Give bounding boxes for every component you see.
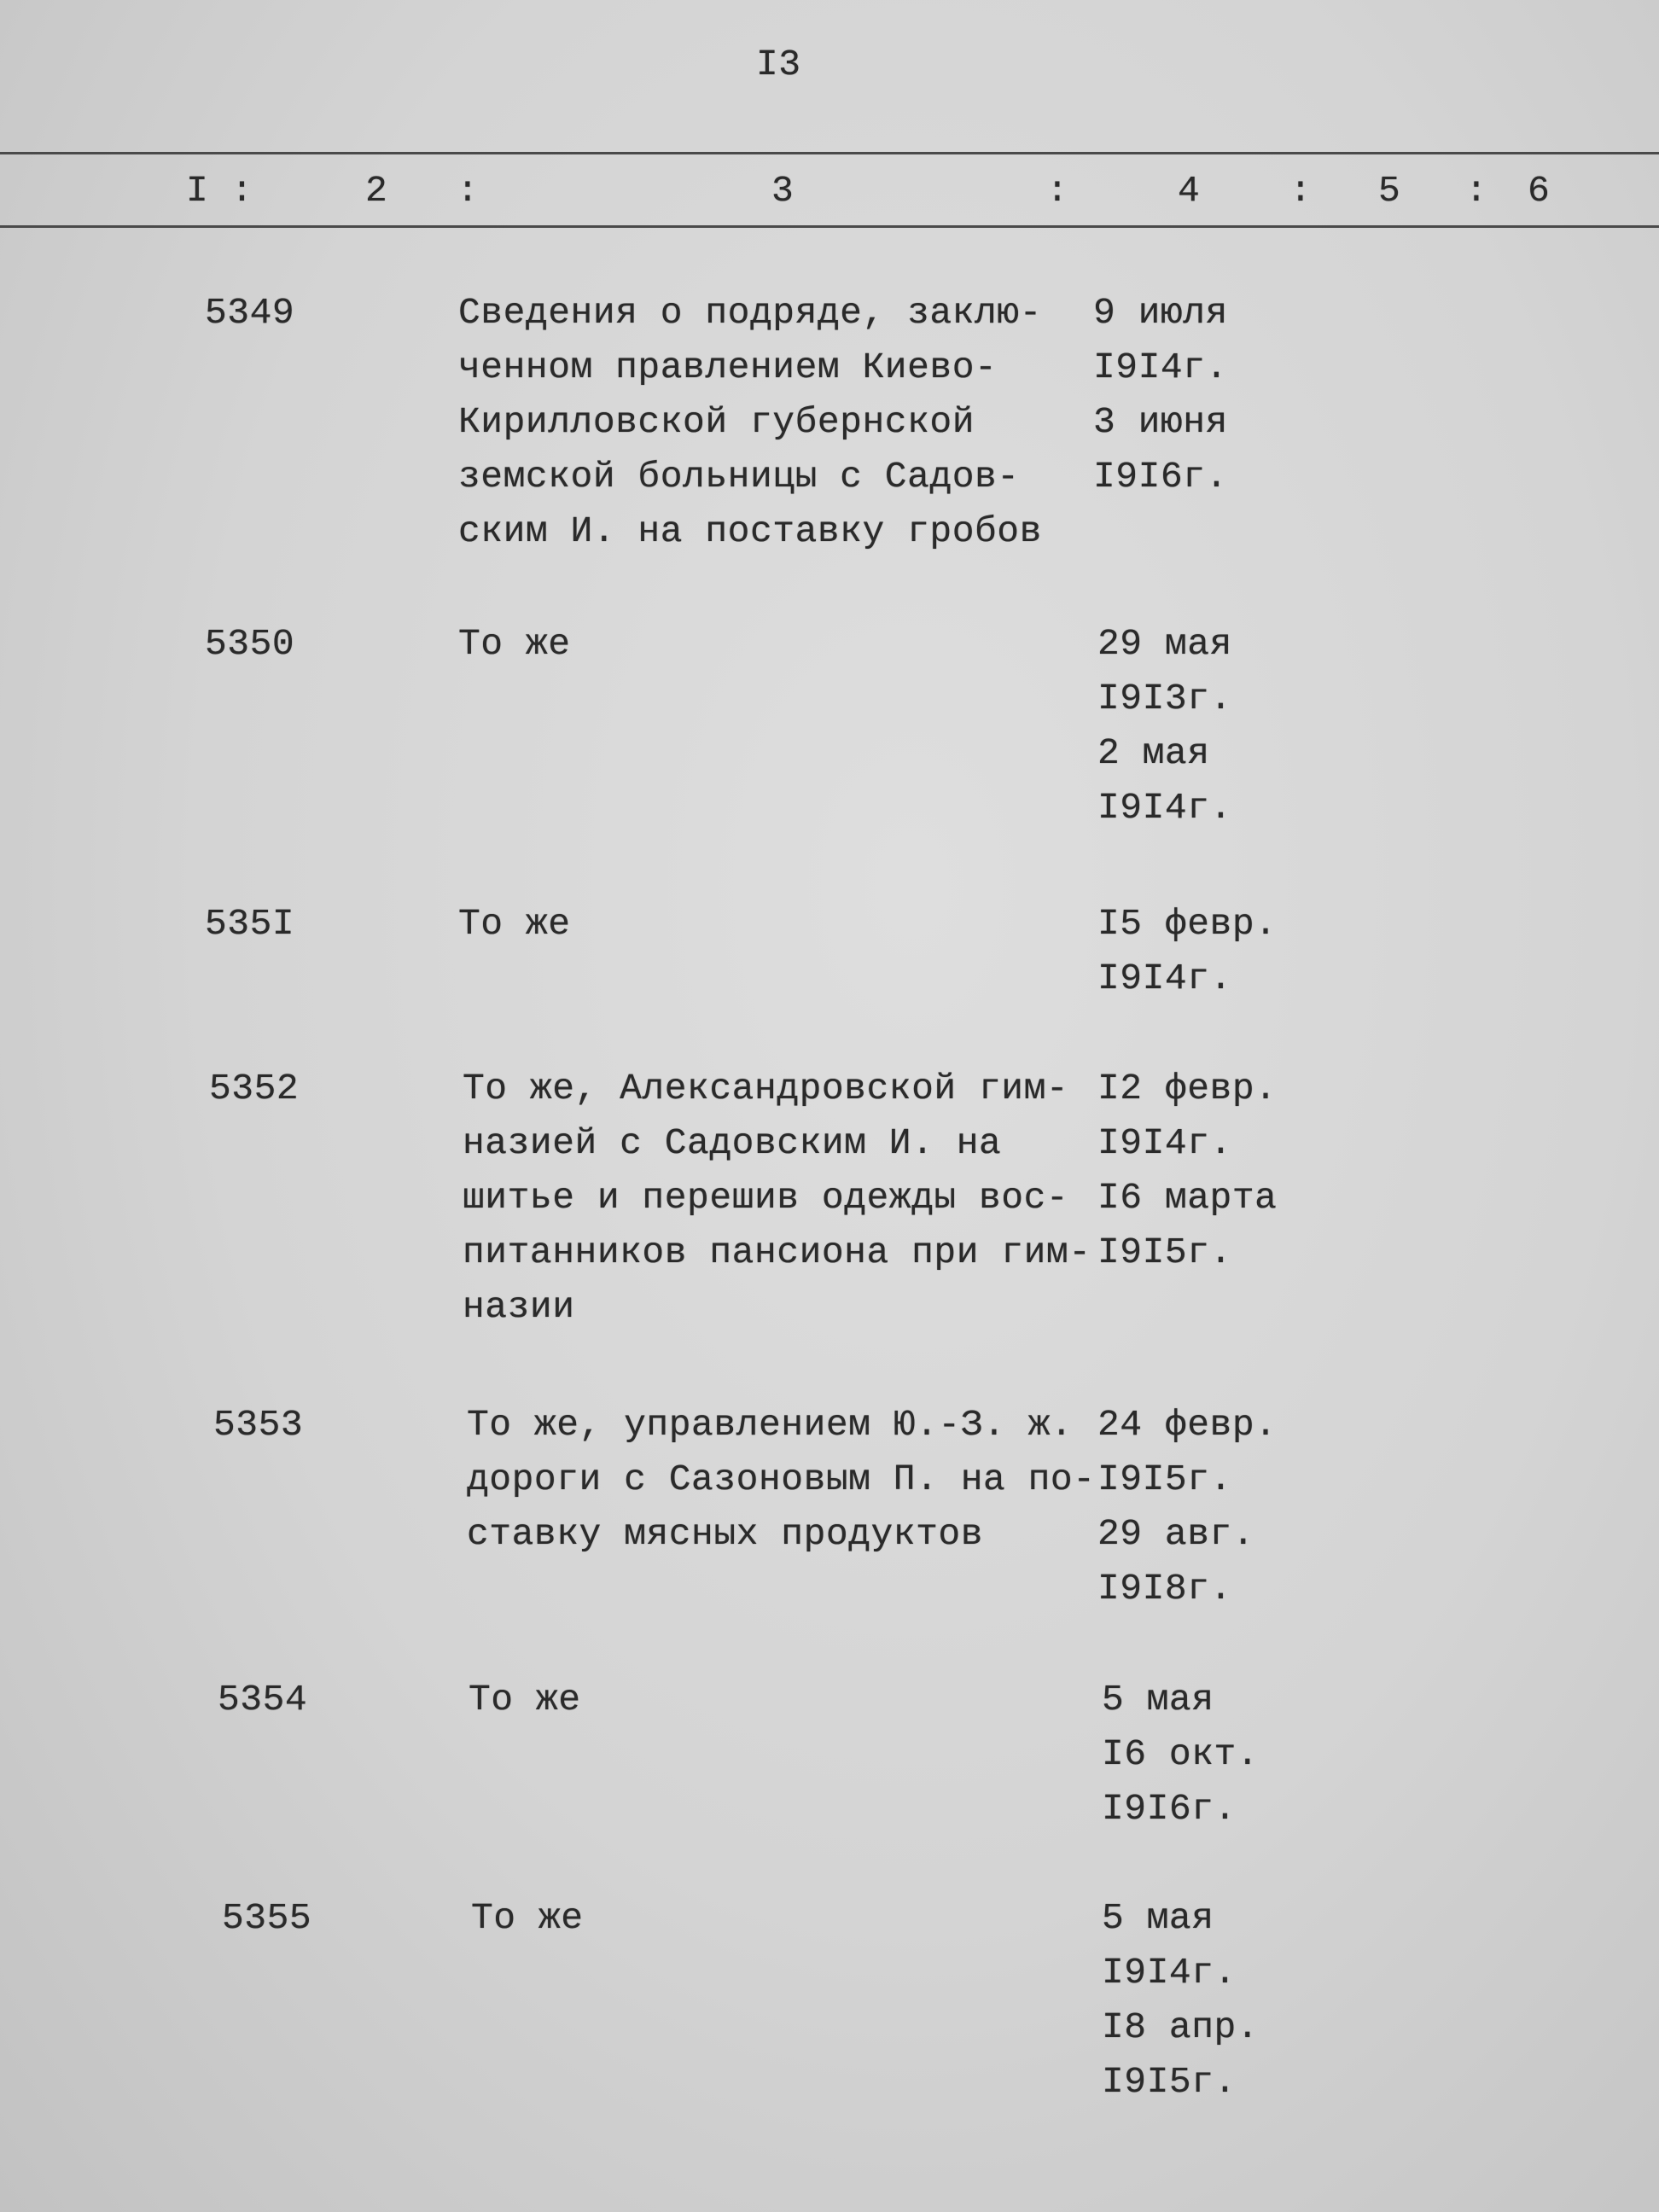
entry-number: 535I xyxy=(205,903,295,945)
entry-dates xyxy=(1097,1062,1277,1280)
entry-dates xyxy=(1097,897,1277,1006)
entry-number: 5354 xyxy=(218,1679,308,1720)
description-line: То же, управлением Ю.-З. ж. xyxy=(467,1404,1074,1446)
date-line: I9I4г. xyxy=(1097,958,1232,999)
column-header-2: 2 xyxy=(365,170,388,212)
description-line: То же xyxy=(471,1897,584,1939)
description-line: То же xyxy=(469,1679,581,1720)
description-line: ставку мясных продуктов xyxy=(467,1513,983,1555)
date-line: I9I6г. xyxy=(1102,1788,1237,1830)
date-line: 29 авг. xyxy=(1097,1513,1255,1555)
date-line: 29 мая xyxy=(1097,623,1232,665)
description-line: назии xyxy=(463,1286,575,1328)
date-line: I9I4г. xyxy=(1102,1952,1237,1994)
date-line: 5 мая xyxy=(1102,1897,1214,1939)
entry-description xyxy=(471,1891,584,1946)
description-line: ским И. на поставку гробов xyxy=(458,510,1042,552)
date-line: I9I4г. xyxy=(1097,1122,1232,1164)
entry-description xyxy=(469,1673,581,1727)
header-top-rule xyxy=(0,152,1659,154)
page-number: I3 xyxy=(756,44,801,85)
entry-description xyxy=(458,286,1042,559)
date-line: I9I4г. xyxy=(1097,787,1232,829)
date-line: I9I5г. xyxy=(1097,1231,1232,1273)
column-header-1: I : xyxy=(186,170,253,212)
header-bottom-rule xyxy=(0,225,1659,228)
date-line: I9I4г. xyxy=(1093,346,1228,388)
entry-dates xyxy=(1102,1891,1259,2110)
description-line: шитье и перешив одежды вос- xyxy=(463,1177,1069,1219)
date-line: I9I3г. xyxy=(1097,678,1232,719)
description-line: питанников пансиона при гим- xyxy=(463,1231,1091,1273)
entry-description xyxy=(463,1062,1091,1335)
entry-dates xyxy=(1097,1398,1277,1616)
entry-number: 5350 xyxy=(205,623,295,665)
date-line: I5 февр. xyxy=(1097,903,1278,945)
date-line: 9 июля xyxy=(1093,292,1228,334)
date-line: I6 марта xyxy=(1097,1177,1278,1219)
date-line: 2 мая xyxy=(1097,732,1210,774)
description-line: ченном правлением Киево- xyxy=(458,346,998,388)
description-line: То же, Александровской гим- xyxy=(463,1068,1069,1109)
column-separator: : xyxy=(457,170,480,212)
date-line: I6 окт. xyxy=(1102,1733,1260,1775)
date-line: I9I5г. xyxy=(1097,1458,1232,1500)
entry-description xyxy=(458,617,571,672)
date-line: 3 июня xyxy=(1093,401,1228,443)
date-line: 24 февр. xyxy=(1097,1404,1278,1446)
entry-number: 5349 xyxy=(205,292,295,334)
entry-number: 5352 xyxy=(209,1068,300,1109)
description-line: То же xyxy=(458,623,571,665)
description-line: дороги с Сазоновым П. на по- xyxy=(467,1458,1096,1500)
date-line: I2 февр. xyxy=(1097,1068,1278,1109)
column-header-6: 6 xyxy=(1528,170,1551,212)
description-line: земской больницы с Садов- xyxy=(458,456,1020,498)
date-line: 5 мая xyxy=(1102,1679,1214,1720)
entry-number: 5355 xyxy=(222,1897,312,1939)
description-line: назией с Садовским И. на xyxy=(463,1122,1002,1164)
date-line: I9I6г. xyxy=(1093,456,1228,498)
column-header-3: 3 xyxy=(771,170,795,212)
column-separator: : xyxy=(1046,170,1069,212)
entry-dates xyxy=(1097,617,1232,835)
date-line: I8 апр. xyxy=(1102,2006,1260,2048)
description-line: То же xyxy=(458,903,571,945)
entry-dates xyxy=(1093,286,1228,504)
entry-description xyxy=(458,897,571,952)
entry-number: 5353 xyxy=(213,1404,304,1446)
column-header-4: 4 xyxy=(1178,170,1201,212)
column-header-5: 5 xyxy=(1378,170,1401,212)
column-separator: : xyxy=(1465,170,1488,212)
description-line: Сведения о подряде, заклю- xyxy=(458,292,1042,334)
date-line: I9I5г. xyxy=(1102,2061,1237,2103)
date-line: I9I8г. xyxy=(1097,1568,1232,1610)
column-separator: : xyxy=(1289,170,1313,212)
entry-dates xyxy=(1102,1673,1259,1837)
description-line: Кирилловской губернской xyxy=(458,401,975,443)
entry-description xyxy=(467,1398,1096,1562)
